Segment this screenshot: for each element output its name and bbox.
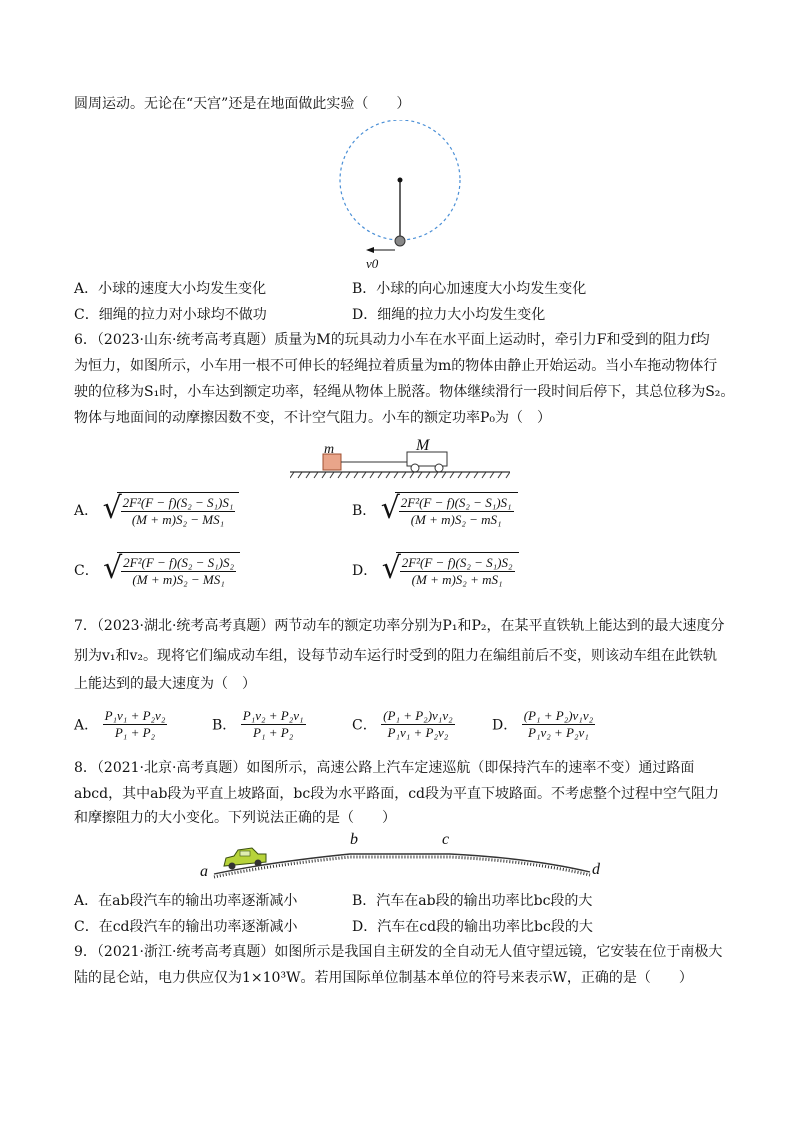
q7-option-b[interactable]: B． $\frac{\text{P₁v₂ + P₂v₁}}{\text{P₁ + P₂}}$ [212, 708, 304, 740]
q5-option-d[interactable]: D．细绳的拉力大小均发生变化 [352, 307, 546, 323]
road-figure [200, 836, 600, 882]
q8-line3: 和摩擦阻力的大小变化。下列说法正确的是（ ） [74, 810, 396, 826]
q8-option-a[interactable]: A．在ab段汽车的输出功率逐渐减小 [74, 893, 298, 909]
car-icon [224, 848, 266, 870]
v0-label: v0 [366, 256, 379, 271]
q7-option-c[interactable]: C． $\frac{\text{(P₁ + P₂)v₁v₂}}{\text{P₁v₁ + P₂v₂}}$ [352, 708, 453, 740]
q7-option-d[interactable]: D． $\frac{\text{(P₁ + P₂)v₁v₂}}{\text{P₁v₂ + P₂v₁}}$ [492, 708, 594, 740]
q9-line2: 陆的昆仑站，电力供应仅为1×10³W。若用国际单位制基本单位的符号来表示W，正确的是（ ） [74, 970, 693, 986]
q8-option-d[interactable]: D．汽车在cd段的输出功率比bc段的大 [352, 919, 593, 935]
q6-option-d[interactable]: D． √ $\frac{\text{2F²(F − f)(S₂ − S₁)S₂}}{\text{(M + m)S₂ + mS₁}}$ [352, 552, 519, 588]
q6-line1: 6．（2023·山东·统考高考真题）质量为M的玩具动力小车在水平面上运动时，牵引力F和受到的阻力f均 [74, 332, 710, 348]
q5-option-a[interactable]: A．小球的速度大小均发生变化 [74, 281, 267, 297]
q6-line2: 为恒力，如图所示，小车用一根不可伸长的轻绳拉着质量为m的物体由静止开始运动。当小车拖动物体行 [74, 358, 718, 374]
point-b-label: b [350, 831, 358, 848]
q6-option-c[interactable]: C． √ $\frac{\text{2F²(F − f)(S₂ − S₁)S₂}}{\text{(M + m)S₂ − MS₁}}$ [74, 552, 240, 588]
point-a-label: a [200, 863, 208, 880]
circular-motion-figure [330, 120, 470, 270]
q6-line4: 物体与地面间的动摩擦因数不变，不计空气阻力。小车的额定功率P₀为（ ） [74, 410, 552, 426]
mass-m-label: m [324, 442, 335, 457]
q5-option-b[interactable]: B．小球的向心加速度大小均发生变化 [352, 281, 587, 297]
q5-option-c[interactable]: C．细绳的拉力对小球均不做功 [74, 307, 267, 323]
point-c-label: c [442, 831, 450, 848]
q7-option-a[interactable]: A． $\frac{\text{P₁v₁ + P₂v₂}}{\text{P₁ + P₂}}$ [74, 708, 166, 740]
q7-line1: 7．（2023·湖北·统考高考真题）两节动车的额定功率分别为P₁和P₂，在某平直铁轨上能达到的最大速度分 [74, 618, 725, 634]
point-d-label: d [592, 861, 600, 878]
mass-M-label: M [416, 437, 430, 454]
q6-option-a[interactable]: A． √ $\frac{\text{2F²(F − f)(S₂ − S₁)S₁}}{\text{(M + m)S₂ − MS₁}}$ [74, 492, 239, 528]
q7-line3: 上能达到的最大速度为（ ） [74, 676, 256, 692]
q8-option-c[interactable]: C．在cd段汽车的输出功率逐渐减小 [74, 919, 298, 935]
q7-line2: 别为v₁和v₂。现将它们编成动车组，设每节动车运行时受到的阻力在编组前后不变，则该动车组在此铁轨 [74, 648, 718, 664]
q8-option-b[interactable]: B．汽车在ab段的输出功率比bc段的大 [352, 893, 593, 909]
q6-line3: 驶的位移为S₁时，小车达到额定功率，轻绳从物体上脱落。物体继续滑行一段时间后停下，其总位移为S₂。 [74, 384, 735, 400]
q9-line1: 9．（2021·浙江·统考高考真题）如图所示是我国自主研发的全自动无人值守望远镜，它安装在位于南极大 [74, 944, 723, 960]
q5-intro: 圆周运动。无论在“天宫”还是在地面做此实验（ ） [74, 96, 411, 112]
q8-line2: abcd，其中ab段为平直上坡路面，bc段为水平路面，cd段为平直下坡路面。不考虑整个过程中空气阻力 [74, 786, 720, 802]
q6-option-b[interactable]: B． √ $\frac{\text{2F²(F − f)(S₂ − S₁)S₁}}{\text{(M + m)S₂ − mS₁}}$ [352, 492, 518, 528]
q8-line1: 8．（2021·北京·高考真题）如图所示，高速公路上汽车定速巡航（即保持汽车的速率不变）通过路面 [74, 760, 695, 776]
toy-car-figure [290, 438, 510, 488]
